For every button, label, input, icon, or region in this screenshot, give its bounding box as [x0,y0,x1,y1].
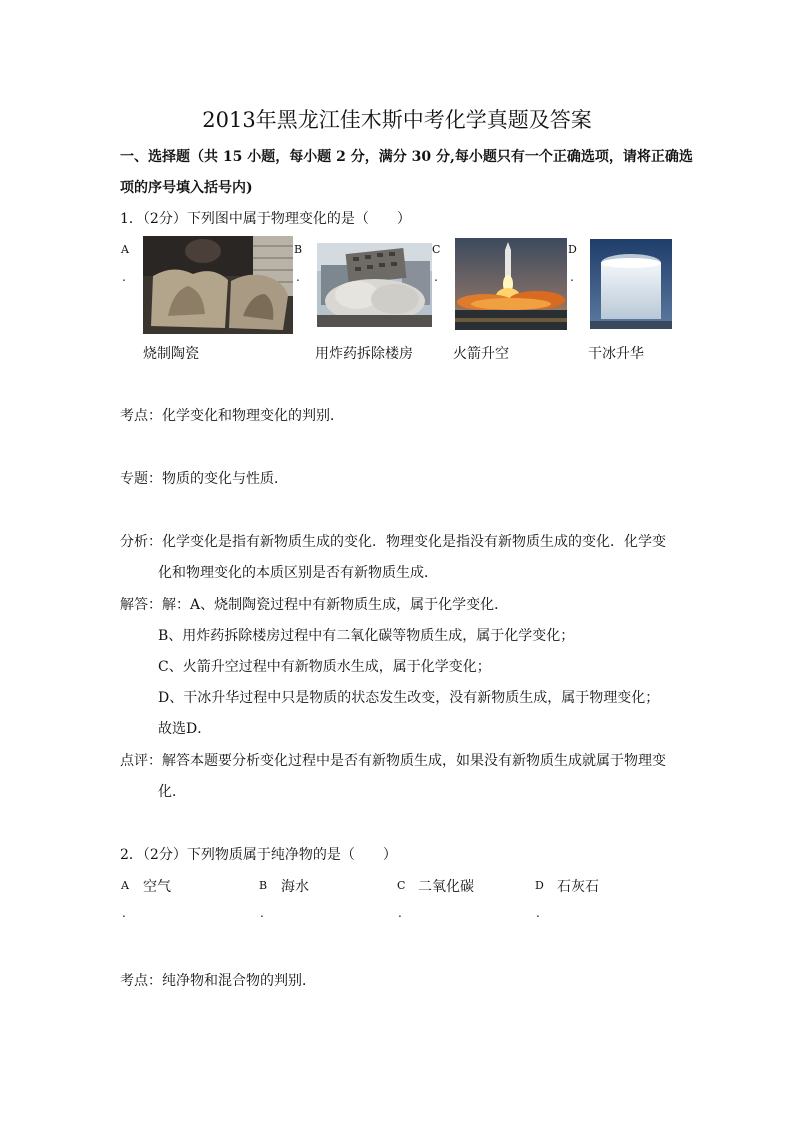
q2-option-a-text: 空气 [143,879,171,895]
section-heading-line2: 项的序号填入括号内) [120,180,253,196]
q1-dianping-line1: 点评：解答本题要分析变化过程中是否有新物质生成，如果没有新物质生成就属于物理变 [120,753,666,769]
q1-option-d-letter: D [568,243,577,256]
q1-option-d-dot: . [570,270,574,284]
q1-option-a-letter: A [121,243,129,256]
q1-jieda-line4: D、干冰升华过程中只是物质的状态发生改变，没有新物质生成，属于物理变化； [158,690,660,706]
q2-option-c-dot: . [398,906,402,920]
q2-option-b-letter: B [259,879,268,892]
q1-dianping-line2: 化． [158,784,186,800]
q1-option-a-caption: 烧制陶瓷 [143,346,199,362]
q2-option-d-letter: D [535,879,544,892]
q1-option-c-caption: 火箭升空 [453,346,509,362]
q1-option-a-dot: . [122,270,126,284]
pottery-photo [143,236,293,334]
q1-kaodian: 考点：化学变化和物理变化的判别． [120,408,344,424]
q1-option-c-letter: C [432,243,441,256]
q1-jieda-line5: 故选D． [158,721,212,737]
dry-ice-sublimation-photo [590,239,672,329]
q2-option-a-dot: . [122,906,126,920]
q2-option-a-letter: A [121,879,129,892]
q2-kaodian: 考点：纯净物和混合物的判别． [120,973,316,989]
q1-option-c-dot: . [434,270,438,284]
page-title: 2013年黑龙江佳木斯中考化学真题及答案 [202,108,592,132]
q1-option-b-dot: . [296,270,300,284]
q2-option-c-letter: C [397,879,406,892]
section-heading-line1: 一、选择题（共 15 小题，每小题 2 分，满分 30 分,每小题只有一个正确选项，请将正确选 [120,149,693,165]
q2-option-b-text: 海水 [281,879,309,895]
q1-option-b-caption: 用炸药拆除楼房 [315,346,413,362]
q2-option-c-text: 二氧化碳 [418,879,474,895]
q1-jieda-line2: B、用炸药拆除楼房过程中有二氧化碳等物质生成，属于化学变化； [158,628,575,644]
q1-zhuanti: 专题：物质的变化与性质． [120,471,288,487]
building-demolition-photo [317,243,432,327]
q1-fenxi-line2: 化和物理变化的本质区别是否有新物质生成． [158,565,438,581]
q2-stem: 2．（2分）下列物质属于纯净物的是（ ） [120,847,397,863]
q2-option-d-dot: . [536,906,540,920]
q1-jieda-line3: C、火箭升空过程中有新物质水生成，属于化学变化； [158,659,491,675]
q2-option-b-dot: . [260,906,264,920]
q2-option-d-text: 石灰石 [557,879,599,895]
q1-fenxi-line1: 分析：化学变化是指有新物质生成的变化．物理变化是指没有新物质生成的变化．化学变 [120,534,666,550]
q1-jieda-line1: 解答：解：A、烧制陶瓷过程中有新物质生成，属于化学变化． [120,597,509,613]
q1-option-d-caption: 干冰升华 [588,346,644,362]
q1-stem: 1．（2分）下列图中属于物理变化的是（ ） [120,211,411,227]
rocket-launch-photo [455,238,567,330]
q1-option-b-letter: B [294,243,303,256]
